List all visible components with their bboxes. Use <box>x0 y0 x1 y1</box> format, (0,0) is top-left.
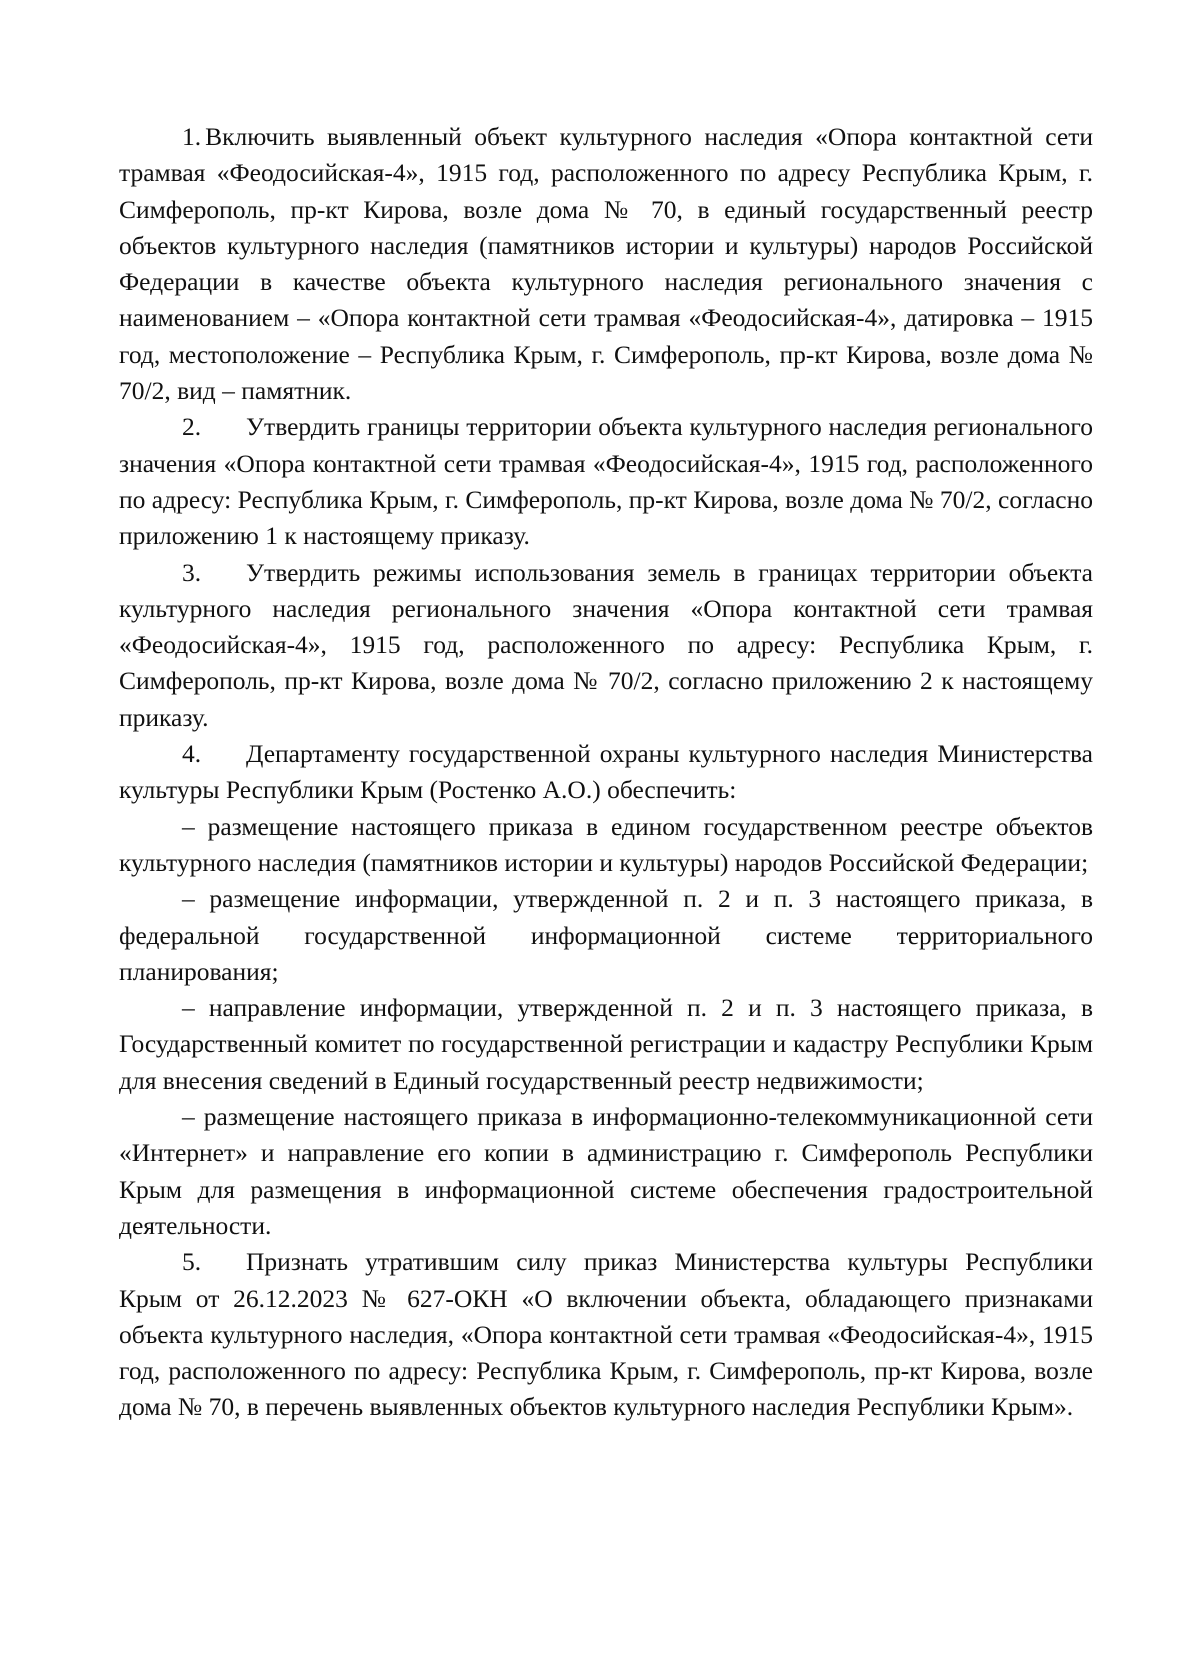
paragraph-1-number: 1. <box>182 122 202 151</box>
paragraph-5-number: 5. <box>182 1247 202 1277</box>
document-body <box>119 119 1093 1426</box>
paragraph-4 <box>119 736 1093 809</box>
paragraph-2-number: 2. <box>182 412 202 442</box>
paragraph-2-text: Утвердить границы территории объекта культурного наследия регионального значения «Опора контактной сети трамвая «Феодосийская-4», 1915 год, расположенного по адресу: Республика Крым, г. Симферополь, пр-кт Кирова, возле дома № 70/2, согласно приложению 1 к настоящему приказу. <box>119 412 1093 551</box>
list-item: – размещение информации, утвержденной п. 2 и п. 3 настоящего приказа, в федеральной государственной информационной системе территориального планирования; <box>119 884 1093 986</box>
paragraph-3-number: 3. <box>182 557 202 587</box>
paragraph-1 <box>119 119 1093 409</box>
paragraph-3 <box>119 555 1093 736</box>
paragraph-4-number: 4. <box>182 739 202 769</box>
paragraph-2 <box>119 409 1093 554</box>
paragraph-5 <box>119 1244 1093 1425</box>
list-item: – направление информации, утвержденной п. 2 и п. 3 настоящего приказа, в Государственный комитет по государственной регистрации и кадастру Республики Крым для внесения сведений в Единый государственный реестр недвижимости; <box>119 993 1093 1095</box>
paragraph-1-text: Включить выявленный объект культурного наследия «Опора контактной сети трамвая «Феодосийская-4», 1915 год, расположенного по адресу Республика Крым, г. Симферополь, пр-кт Кирова, возле дома № 70, в единый государственный реестр объектов культурного наследия (памятников истории и культуры) народов Российской Федерации в качестве объекта культурного наследия регионального значения с наименованием – «Опора контактной сети трамвая «Феодосийская-4», датировка – 1915 год, местоположение – Республика Крым, г. Симферополь, пр-кт Кирова, возле дома № 70/2, вид – памятник. <box>119 122 1093 406</box>
list-item: – размещение настоящего приказа в информационно-телекоммуникационной сети «Интернет» и направление его копии в администрацию г. Симферополь Республики Крым для размещения в информационной системе обеспечения градостроительной деятельности. <box>119 1102 1093 1240</box>
paragraph-4-text: Департаменту государственной охраны культурного наследия Министерства культуры Республики Крым (Ростенко А.О.) обеспечить: <box>119 739 1093 805</box>
paragraph-3-text: Утвердить режимы использования земель в границах территории объекта культурного наследия регионального значения «Опора контактной сети трамвая «Феодосийская-4», 1915 год, расположенного по адресу: Республика Крым, г. Симферополь, пр-кт Кирова, возле дома № 70/2, согласно приложению 2 к настоящему приказу. <box>119 557 1093 732</box>
paragraph-5-text: Признать утратившим силу приказ Министерства культуры Республики Крым от 26.12.2023 № 627-ОКН «О включении объекта, обладающего признаками объекта культурного наследия, «Опора контактной сети трамвая «Феодосийская-4», 1915 год, расположенного по адресу: Республика Крым, г. Симферополь, пр-кт Кирова, возле дома № 70, в перечень выявленных объектов культурного наследия Республики Крым». <box>119 1247 1093 1422</box>
list-item: – размещение настоящего приказа в едином государственном реестре объектов культурного наследия (памятников истории и культуры) народов Российской Федерации; <box>119 811 1093 877</box>
